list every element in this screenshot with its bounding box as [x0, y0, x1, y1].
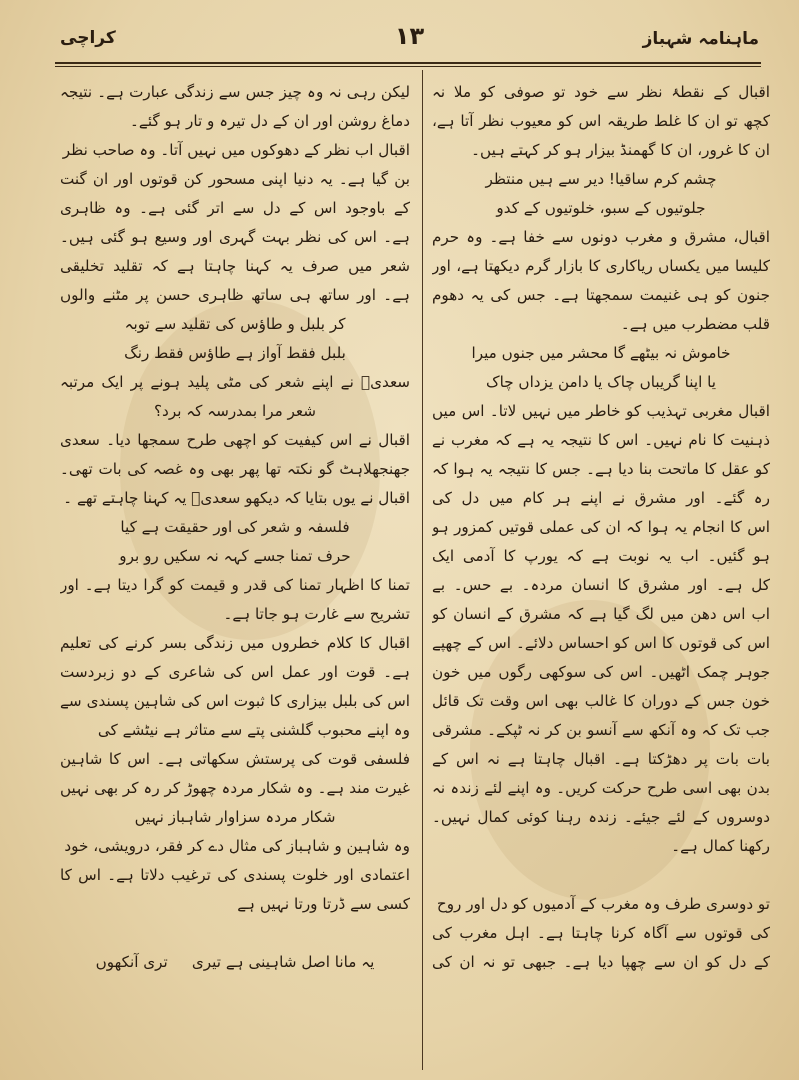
text-line: ہے۔ اس کی نظر بہت گہری اور وسیع ہو گئی ہیں۔: [60, 228, 410, 246]
text-line: تو دوسری طرف وہ مغرب کے آدمیوں کو دل اور روح: [436, 895, 770, 913]
text-line: بات بات پر دھڑکتا ہے۔ اقبال چاہتا ہے نہ اس کے: [432, 750, 770, 768]
text-line: کے باوجود اس کے دل سے اتر گئی ہے۔ وہ ظاہری: [60, 199, 410, 217]
text-line: اس کی بلبل بیزاری کا ثبوت اس کی شاہین پسندی سے: [60, 692, 410, 710]
text-line: ہو گئیں۔ اب یہ نوبت ہے کہ یورپ کا آدمی ایک: [432, 547, 770, 565]
city-name: کراچی: [60, 28, 116, 48]
text-line: ہے۔ اور ساتھ ہی ساتھ ظاہری حسن پر مٹنے والوں: [60, 286, 410, 304]
text-line: اقبال نے اس کیفیت کو اچھی طرح سمجھا دیا۔ سعدی: [60, 431, 410, 449]
text-line: غیرت مند ہے۔ وہ شکار مردہ چھوڑ کر رہ کر بھی نہیں: [60, 779, 410, 797]
text-line: [432, 861, 770, 890]
verse-line: شکار مردہ سزاوار شاہباز نہیں: [134, 808, 336, 826]
text-line: جب تک کہ وہ آنکھ سے آنسو بن کر نہ ٹپکے۔ مشرقی: [432, 721, 770, 739]
text-line: اب اس دھن میں لگ گیا ہے کہ مشرق کے انسان کو: [432, 605, 770, 623]
text-line: کچھ تو ان کا غلط طریقہ اس کو معیوب نظر آتا ہے،: [432, 112, 770, 130]
text-line: کل ہے۔ اور مشرق کا انسان مردہ۔ بے حس۔ بے: [432, 576, 770, 594]
text-line: دماغ روشن اور ان کے دل تیرہ و تار ہو گئے۔: [130, 112, 410, 130]
right-column: [432, 78, 770, 977]
header-rule: [55, 66, 761, 67]
text-line: کلیسا میں یکساں ریاکاری کا بازار گرم دیکھتا ہے، اور: [432, 257, 770, 275]
text-line: جنون کو ہی غنیمت سمجھتا ہے۔ جس کی یہ دھوم: [432, 286, 770, 304]
verse-line: بلبل فقط آواز ہے طاؤس فقط رنگ: [124, 344, 346, 362]
text-line: قلب مضطرب میں ہے۔: [620, 315, 770, 333]
verse-line: شعر مرا بمدرسہ کہ برد؟: [154, 402, 316, 420]
text-line: وہ شاہین و شاہباز کی مثال دے کر فقر، درویشی، خود: [64, 837, 410, 855]
text-line: تشریح سے غارت ہو جاتا ہے۔: [223, 605, 410, 623]
text-line: وہ اپنے محبوب گلشنی پتے سے متاثر ہے نیٹشے کی: [97, 721, 410, 739]
text-line: شعر میں صرف یہ کہنا چاہتا ہے کہ تقلید تخلیقی: [60, 257, 410, 275]
verse-line: خاموش نہ بیٹھے گا محشر میں جنوں میرا: [471, 344, 731, 362]
column-divider: [422, 70, 423, 1070]
page-number: ۱۳: [394, 22, 425, 50]
text-line: ان کا غرور، ان کا گھمنڈ بیزار ہو کر کہتے ہیں۔: [471, 141, 770, 159]
magazine-title: ماہنامہ شہباز: [642, 29, 759, 49]
text-line: دوسروں کے لئے جیئے۔ زندہ رہنا کوئی کمال نہیں۔: [432, 808, 770, 826]
verse-line: فلسفہ و شعر کی اور حقیقت ہے کیا: [120, 518, 350, 536]
text-line: کسی سے ڈرتا ورتا نہیں ہے: [237, 895, 410, 913]
text-line: اس کا انجام یہ ہوا کہ ان کی عملی قوتیں کمزور ہو: [432, 518, 770, 536]
text-line: خون جس کے دوران کا غالب بھی اس وقت تک قائل: [432, 692, 770, 710]
text-line: رہ گئے۔ اور مشرق نے اپنے ہر کام میں دل کی: [432, 489, 770, 507]
text-line: اقبال، مشرق و مغرب دونوں سے خفا ہے۔ وہ حرم: [432, 228, 770, 246]
verse-line: جلوتیوں کے سبو، خلوتیوں کے کدو: [496, 199, 706, 217]
text-line: جوہر چمک اٹھیں۔ اس کی سوکھی رگوں میں خون: [432, 663, 770, 681]
text-line: لیکن رہی نہ وہ چیز جس سے زندگی عبارت ہے۔ نتیجہ: [60, 83, 410, 101]
page-header: [60, 22, 759, 62]
text-line: کی قوتوں سے آگاہ کرنا چاہتا ہے۔ اہل مغرب کی: [432, 924, 770, 942]
verse-line: یا اپنا گریباں چاک یا دامن یزداں چاک: [485, 373, 716, 391]
text-line: اقبال کا کلام خطروں میں زندگی بسر کرنے کی تعلیم: [60, 634, 410, 652]
text-line: جھنجھلاہٹ گو نکتہ تھا پھر بھی وہ غصہ کی بات تھی۔: [60, 460, 410, 478]
text-line: اس کی قوتوں کا اس کو احساس دلائے۔ اس کے چھپے: [432, 634, 770, 652]
text-line: [60, 919, 410, 948]
text-line: بن گیا ہے۔ یہ دنیا اپنی مسحور کن قوتوں اور ان گنت: [60, 170, 410, 188]
header-rule: [55, 62, 761, 64]
verse-line: حرف تمنا جسے کہہ نہ سکیں رو برو: [119, 547, 351, 565]
text-line: رکھنا کمال ہے۔: [671, 837, 770, 855]
text-line: بدن بھی اسی طرح حرکت کریں۔ وہ اپنے لئے زندہ نہ: [432, 779, 770, 797]
text-line: فلسفی قوت کی پرستش سکھاتی ہے۔ اس کا شاہین: [60, 750, 410, 768]
text-line: سعدیؒ نے اپنے شعر کی مٹی پلید ہونے پر ایک مرتبہ: [60, 373, 410, 391]
text-line: ذہنیت کا نام نہیں۔ اس کا نتیجہ یہ ہے کہ مغرب نے: [432, 431, 770, 449]
verse-line: کر بلبل و طاؤس کی تقلید سے توبہ: [124, 315, 346, 333]
text-line: تمنا کا اظہار تمنا کی قدر و قیمت کو گرا دیتا ہے۔ اور: [60, 576, 410, 594]
text-line: اقبال نے یوں بتایا کہ دیکھو سعدیؒ یہ کہنا چاہتے تھے ۔: [63, 489, 410, 507]
left-column: [60, 78, 410, 977]
text-line: اقبال کے نقطۂ نظر سے خود تو صوفی کو ملا نہ: [432, 83, 770, 101]
text-line: ہے۔ قوت اور عمل اس کی شاعری کے دو زبردست: [60, 663, 410, 681]
text-line: کے دل کو ان سے چھپا دیا ہے۔ جبھی تو نہ ان کی: [432, 953, 770, 971]
text-line: اقبال اب نظر کے دھوکوں میں نہیں آتا۔ وہ صاحب نظر: [62, 141, 410, 159]
text-line: اقبال مغربی تہذیب کو خاطر میں نہیں لاتا۔ اس میں: [432, 402, 770, 420]
verse-line: چشم کرم ساقیا! دیر سے ہیں منتظر: [485, 170, 717, 188]
text-line: کو عقل کا ماتحت بنا دیا ہے۔ جس کا نتیجہ یہ ہوا کہ: [432, 460, 770, 478]
text-line: اعتمادی اور خلوت پسندی کی ترغیب دلاتا ہے۔ اس کا: [60, 866, 410, 884]
verse-line: یہ مانا اصل شاہینی ہے تیری تری آنکھوں: [95, 953, 375, 971]
